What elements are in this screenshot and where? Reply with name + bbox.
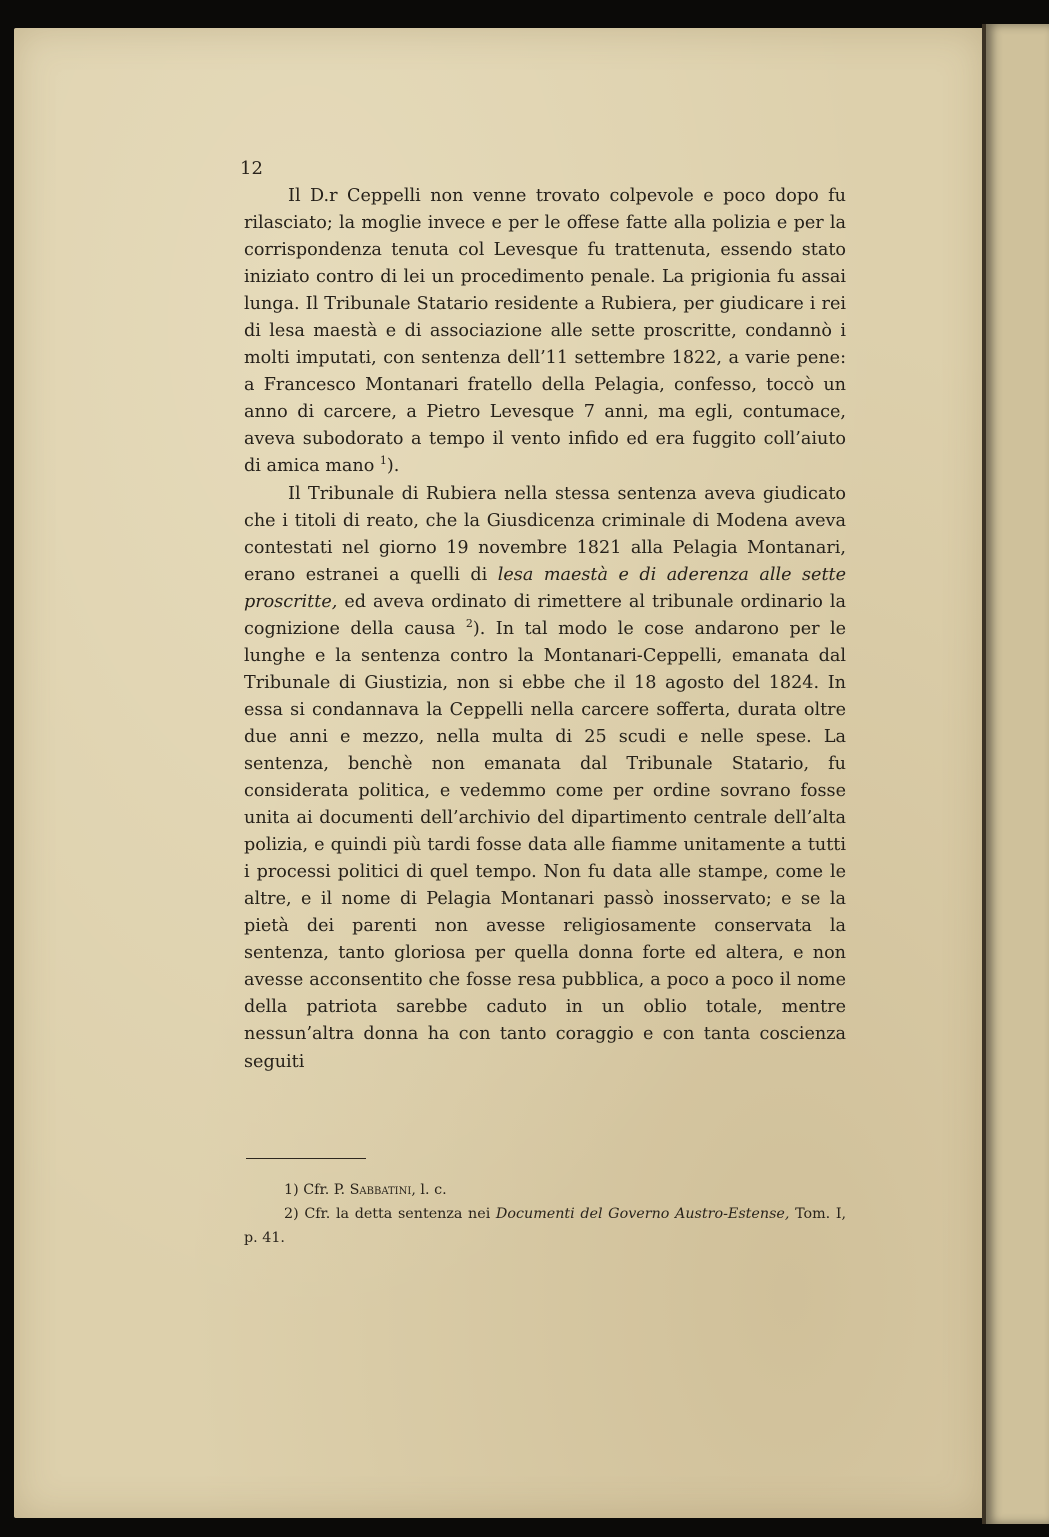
paragraph-1-text: Il D.r Ceppelli non venne trovato colpevole e poco dopo fu rilasciato; la moglie invece e per le offese fatte alla polizia e per la corrispondenza tenuta col Levesque fu trattenuta, essendo stato iniziato contro di lei un procedimento penale. La prigionia fu assai lunga. Il Tribunale Statario residente a Rubiera, per giudicare i rei di lesa maestà e di associazione alle sette proscritte, condannò i molti imputati, con sentenza dell’11 settembre 1822, a varie pene: a Francesco Montanari fratello della Pelagia, confesso, toccò un anno di carcere, a Pietro Levesque 7 anni, ma egli, contumace, aveva subodorato a tempo il vento infido ed era fuggito coll’aiuto di amica mano [244,186,846,477]
adjacent-page-edge [986,24,1049,1524]
main-text [244,183,846,1076]
footnote-divider [246,1158,366,1159]
paragraph-1-tail: ). [386,456,400,477]
paragraph-2 [244,481,846,1076]
paragraph-2-part-3: ). In tal modo le cose andarono per le lunghe e la sentenza contro la Montanari-Ceppelli, emanata dal Tribunale di Giustizia, non si ebbe che il 18 agosto del 1824. In essa si condannava la Ceppelli nella carcere sofferta, durata oltre due anni e mezzo, nella multa di 25 scudi e nelle spese. La sentenza, benchè non emanata dal Tribunale Statario, fu considerata politica, e vedemmo come per ordine sovrano fosse unita ai documenti dell’archivio del dipartimento centrale dell’alta polizia, e quindi più tardi fosse data alle fiamme unitamente a tutti i processi politici di quel tempo. Non fu data alle stampe, come le altre, e il nome di Pelagia Montanari passò inosservato; e se la pietà dei parenti non avesse religiosamente conservata la sentenza, tanto gloriosa per quella donna forte ed altera, e non avesse acconsentito che fosse resa pubblica, a poco a poco il nome della patriota sarebbe caduto in un oblio totale, mentre nessun’altra donna ha con tanto coraggio e con tanta coscienza seguiti [244,618,847,1072]
footnote-1-author: Sabbatini [349,1182,412,1198]
paragraph-2-part-2: ed aveva ordinato di rimettere al tribunale ordinario la cognizione della causa [244,591,846,639]
footnote-2 [244,1202,846,1250]
paragraph-1 [244,183,846,481]
page-number: 12 [240,158,263,179]
footnote-ref-2[interactable]: 2 [465,616,473,630]
footnote-2-text-after: Tom. I, p. 41. [244,1206,847,1246]
paragraph-2-italic-phrase: lesa maestà e di aderenza alle sette proscritte, [244,564,846,612]
footnote-2-text-before: Cfr. la detta sentenza nei [304,1206,496,1222]
footnote-ref-1[interactable]: 1 [379,454,387,468]
footnote-1 [244,1178,846,1202]
footnote-2-title: Documenti del Governo Austro-Estense, [495,1206,790,1222]
footnote-1-text-after: , l. c. [411,1182,447,1198]
footnote-1-text-before: Cfr. P. [303,1182,350,1198]
footnote-1-marker: 1) [284,1182,304,1198]
footnotes [244,1178,846,1250]
paragraph-2-part-1: Il Tribunale di Rubiera nella stessa sentenza aveva giudicato che i titoli di reato, che la Giusdicenza criminale di Modena aveva contestati nel giorno 19 novembre 1821 alla Pelagia Montanari, erano estranei a quelli di [244,483,846,585]
footnote-2-marker: 2) [284,1206,305,1222]
